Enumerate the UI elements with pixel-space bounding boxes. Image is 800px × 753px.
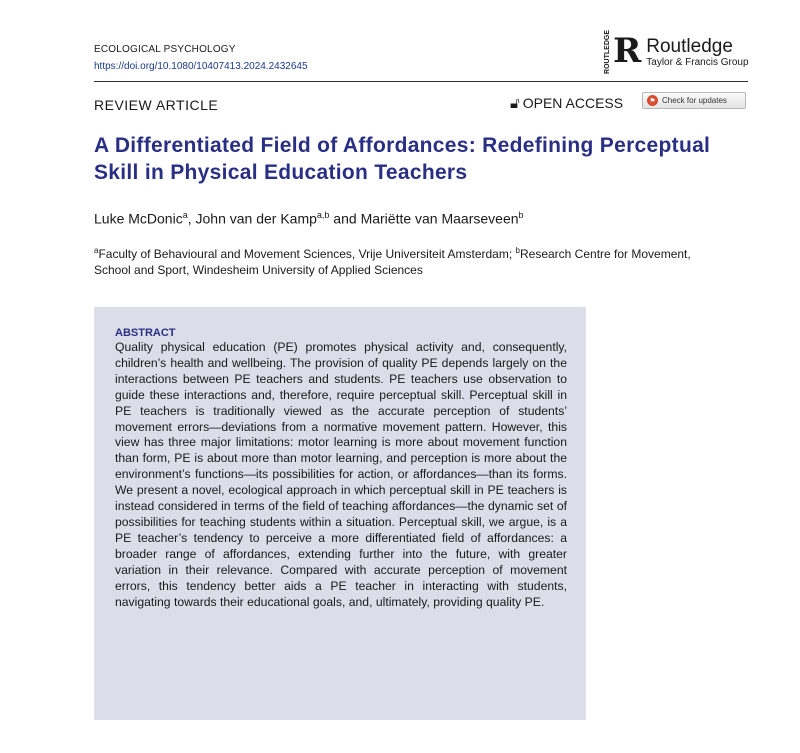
routledge-r-icon: R (613, 31, 642, 71)
abstract-text: Quality physical education (PE) promotes physical activity and, consequently, children’s health and wellbeing. The provision of quality PE depends largely on the interactions between PE teachers and students. PE teachers use observation to guide these interactions and, therefore, require perceptual skill. Perceptual skill in PE teachers is traditionally viewed as the accurate perception of students’ movement errors—deviations from a normative movement pattern. However, this view has three major limitations: motor learning is more about movement function than form, PE is about more than motor learning, and perception is more about the environment’s functions—its possibilities for action, or affordances—than its forms. We present a novel, ecological approach in which perceptual skill in PE teachers is instead considered in terms of the field of teaching affordances—the dynamic set of possibilities for teaching students within a situation. Perceptual skill, we argue, is a PE teacher’s tendency to perceive a more differentiated field of affordances: a broader range of affordances, extending further into the future, with greater variation in their relevance. Compared with accurate perception of movement errors, this tendency better aids a PE teacher in interacting with students, navigating towards their educational goals, and, ultimately, providing quality PE. (115, 340, 567, 609)
header-divider (94, 81, 748, 82)
check-for-updates-label: Check for updates (662, 96, 727, 105)
affiliation-mark: b (515, 246, 520, 255)
publisher-vertical-text: ROUTLEDGE (604, 30, 611, 74)
article-type: REVIEW ARTICLE (94, 97, 219, 113)
author-name[interactable]: Luke McDonic (94, 210, 183, 227)
author-name[interactable]: Mariëtte van Maarseveen (360, 210, 519, 227)
publisher-group: Taylor & Francis Group (646, 56, 749, 68)
article-title: A Differentiated Field of Affordances: Redefining Perceptual Skill in Physical Education Teachers (94, 134, 711, 184)
author-separator: , (187, 210, 196, 227)
author-affiliation-mark: b (518, 210, 524, 220)
open-access-text: OPEN ACCESS (522, 95, 624, 111)
publisher-name: Routledge (646, 35, 733, 57)
check-for-updates-button[interactable] (642, 92, 746, 109)
affiliations (94, 243, 714, 278)
abstract-heading: ABSTRACT (115, 327, 176, 339)
author-list (94, 210, 524, 227)
affiliation-mark: a (94, 246, 99, 255)
publisher-logo (604, 30, 749, 74)
doi-link[interactable]: https://doi.org/10.1080/10407413.2024.2432645 (94, 61, 308, 72)
crossmark-icon: ⚑ (647, 95, 658, 106)
author-affiliation-mark: a,b (316, 210, 330, 220)
affiliation-a: Faculty of Behavioural and Movement Sciences, Vrije Universiteit Amsterdam; (98, 247, 516, 261)
affiliation-b: Research Centre for Movement, School and Sport, Windesheim University of Applied Sciences (94, 247, 691, 277)
journal-name: ECOLOGICAL PSYCHOLOGY (94, 44, 236, 55)
author-name[interactable]: John van der Kamp (195, 210, 317, 227)
open-access-lock-icon: 🔓︎ (510, 94, 520, 112)
author-affiliation-mark: a (182, 210, 188, 220)
abstract-box (94, 307, 586, 720)
open-access-label (510, 95, 623, 111)
author-separator: and (329, 210, 361, 227)
